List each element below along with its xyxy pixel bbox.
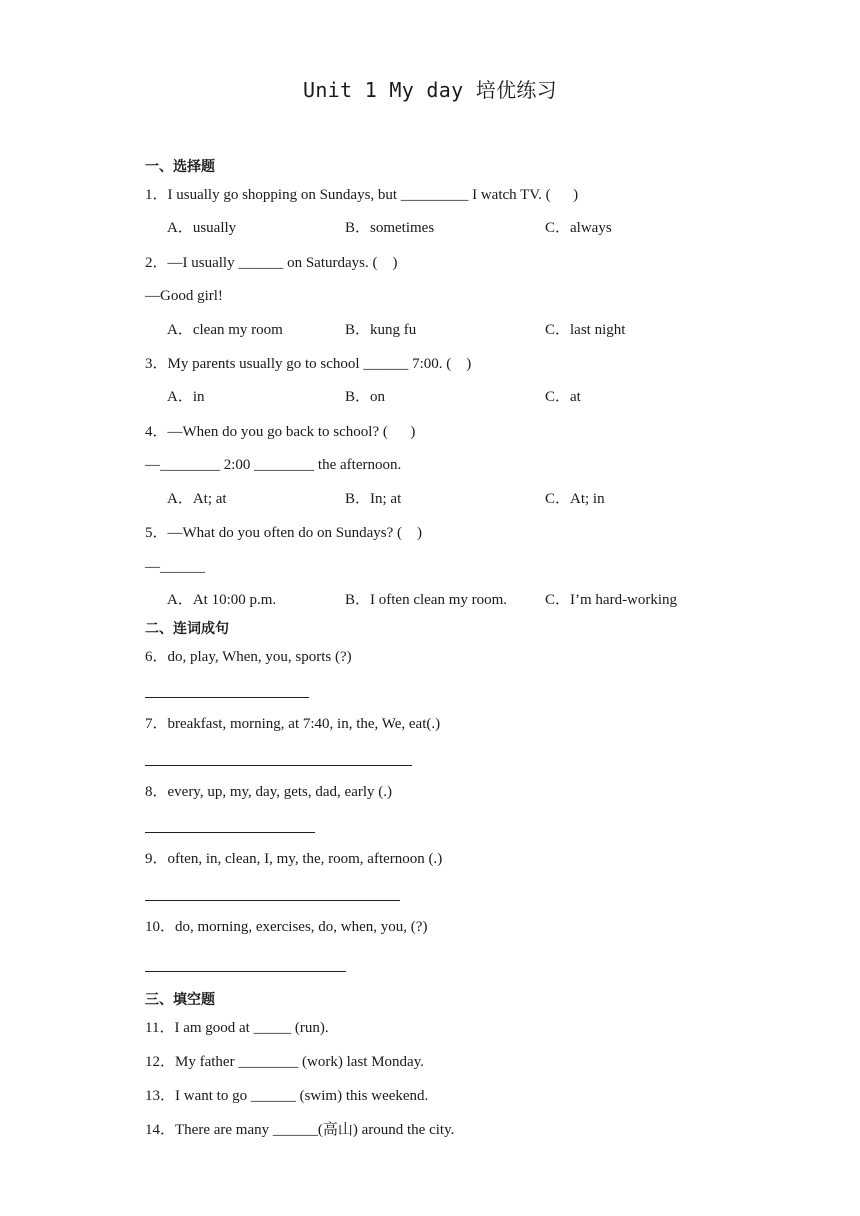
answer-line[interactable] <box>145 832 315 833</box>
question-stem: 1．I usually go shopping on Sundays, but _________ I watch TV. ( ) <box>145 187 579 203</box>
option-c: C．last night <box>545 322 626 338</box>
option-a: A．At 10:00 p.m. <box>167 592 277 608</box>
fill-question: 12．My father ________ (work) last Monday. <box>145 1054 424 1070</box>
question-reply: —________ 2:00 ________ the afternoon. <box>145 457 402 473</box>
option-b: B．kung fu <box>345 322 417 338</box>
section-heading-fill: 三、填空题 <box>145 992 215 1008</box>
option-a: A．clean my room <box>167 322 283 338</box>
sentence-question: 10．do, morning, exercises, do, when, you, (?) <box>145 919 428 935</box>
question-stem: 5．—What do you often do on Sundays? ( ) <box>145 525 423 541</box>
option-b: B．In; at <box>345 491 402 507</box>
question-stem: 3．My parents usually go to school ______ 7:00. ( ) <box>145 356 472 372</box>
sentence-question: 8．every, up, my, day, gets, dad, early (.) <box>145 784 393 800</box>
option-a: A．in <box>167 389 205 405</box>
option-b: B．sometimes <box>345 220 435 236</box>
option-b: B．I often clean my room. <box>345 592 508 608</box>
fill-question: 13．I want to go ______ (swim) this weekend. <box>145 1088 429 1104</box>
question-reply: —______ <box>145 559 205 575</box>
option-c: C．at <box>545 389 581 405</box>
option-c: C．always <box>545 220 612 236</box>
option-c: C．At; in <box>545 491 605 507</box>
answer-line[interactable] <box>145 765 412 766</box>
answer-line[interactable] <box>145 697 309 698</box>
answer-line[interactable] <box>145 900 400 901</box>
answer-line[interactable] <box>145 971 346 972</box>
question-stem: 2．—I usually ______ on Saturdays. ( ) <box>145 255 398 271</box>
fill-question: 14．There are many ______(高山) around the city. <box>145 1122 455 1138</box>
page-title: Unit 1 My day 培优练习 <box>303 78 557 102</box>
sentence-question: 9．often, in, clean, I, my, the, room, afternoon (.) <box>145 851 443 867</box>
option-c: C．I’m hard-working <box>545 592 678 608</box>
question-stem: 4．—When do you go back to school? ( ) <box>145 424 416 440</box>
fill-question: 11．I am good at _____ (run). <box>145 1020 329 1036</box>
option-b: B．on <box>345 389 386 405</box>
sentence-question: 7．breakfast, morning, at 7:40, in, the, We, eat(.) <box>145 716 441 732</box>
sentence-question: 6．do, play, When, you, sports (?) <box>145 649 352 665</box>
section-heading-choice: 一、选择题 <box>145 159 215 175</box>
option-a: A．At; at <box>167 491 227 507</box>
option-a: A．usually <box>167 220 237 236</box>
section-heading-sentences: 二、连词成句 <box>145 621 229 637</box>
question-reply: —Good girl! <box>145 288 223 304</box>
